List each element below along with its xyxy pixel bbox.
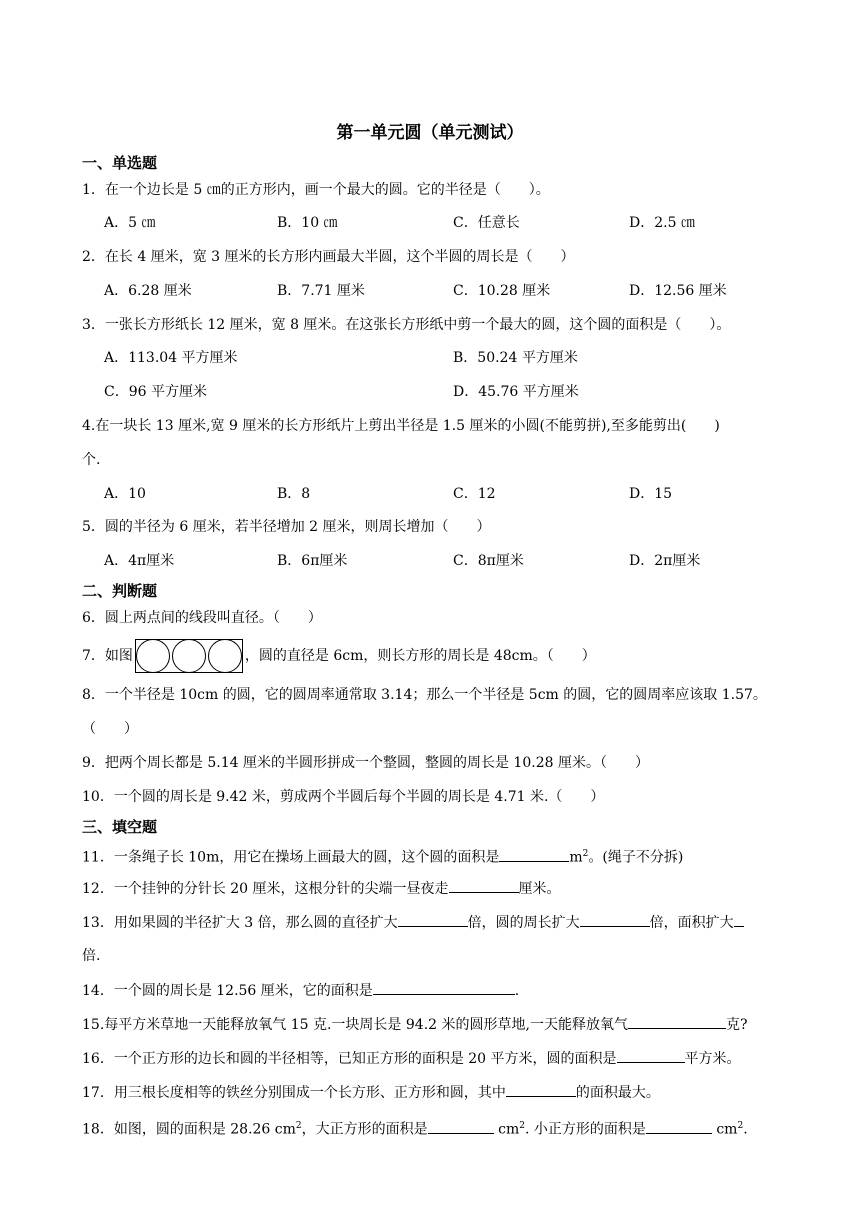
- q11-unit: m: [569, 849, 583, 866]
- q5-option-a: A．4π厘米: [104, 553, 175, 569]
- question-2: 2．在长 4 厘米，宽 3 厘米的长方形内画最大半圆，这个半圆的周长是（ ）: [82, 249, 575, 265]
- q17-suffix: 的面积最大。: [575, 1085, 660, 1101]
- q13-text-2: 倍，圆的周长扩大: [467, 915, 580, 931]
- q12-suffix: 厘米。: [518, 881, 561, 897]
- question-1: 1．在一个边长是 5 ㎝的正方形内，画一个最大的圆。它的半径是（ ）。: [82, 182, 550, 198]
- q1-option-b: B．10 ㎝: [277, 215, 338, 231]
- q13-text-3: 倍，面积扩大: [649, 915, 734, 931]
- q5-option-b: B．6π厘米: [277, 553, 348, 569]
- q16-suffix: 平方米。: [684, 1051, 741, 1067]
- question-5: 5．圆的半径为 6 厘米，若半径增加 2 厘米，则周长增加（ ）: [82, 519, 491, 535]
- q18-text-2: ，大正方形的面积是: [301, 1121, 428, 1138]
- q11-suffix: 。(绳子不分拆): [588, 849, 684, 866]
- question-15: [82, 1014, 747, 1035]
- section-heading-true-false: 二、判断题: [82, 582, 158, 600]
- q4-option-c: C．12: [453, 486, 496, 502]
- answer-blank[interactable]: [734, 912, 744, 927]
- answer-blank[interactable]: [449, 878, 519, 893]
- q1-option-a: A．5 ㎝: [104, 215, 156, 231]
- q13-text-1: 13．用如果圆的半径扩大 3 倍，那么圆的直径扩大: [82, 915, 398, 931]
- circle-3: [208, 639, 242, 673]
- q2-option-b: B．7.71 厘米: [277, 283, 365, 299]
- q17-text: 17．用三根长度相等的铁丝分别围成一个长方形、正方形和圆，其中: [82, 1085, 506, 1101]
- q18-suffix: .: [743, 1121, 748, 1138]
- q3-option-b: B．50.24 平方厘米: [453, 350, 578, 366]
- circle-1: [136, 639, 170, 673]
- section-heading-fill-blank: 三、填空题: [82, 818, 158, 836]
- question-17: [82, 1082, 660, 1103]
- question-10: 10．一个圆的周长是 9.42 米，剪成两个半圆后每个半圆的周长是 4.71 米.（ ）: [82, 789, 605, 805]
- question-13-line-2: 倍.: [82, 948, 101, 964]
- q2-option-a: A．6.28 厘米: [104, 283, 192, 299]
- question-4-line-1: 4.在一块长 13 厘米,宽 9 厘米的长方形纸片上剪出半径是 1.5 厘米的小圆(不能剪拼),至多能剪出( ): [82, 418, 720, 434]
- q4-option-d: D．15: [629, 486, 673, 502]
- q5-option-c: C．8π厘米: [453, 553, 524, 569]
- question-7-suffix: ，圆的直径是 6cm，则长方形的周长是 48cm。（ ）: [244, 648, 596, 664]
- answer-blank[interactable]: [398, 912, 468, 927]
- question-13: [82, 912, 744, 933]
- q11-text: 11．一条绳子长 10m，用它在操场上画最大的圆，这个圆的面积是: [82, 849, 500, 866]
- q3-option-d: D．45.76 平方厘米: [453, 384, 579, 400]
- question-7-prefix: 7．如图: [82, 648, 133, 664]
- answer-blank[interactable]: [617, 1048, 685, 1063]
- circle-2: [172, 639, 206, 673]
- answer-blank[interactable]: [506, 1082, 576, 1097]
- q18-superscript-1: 2: [295, 1121, 302, 1131]
- question-12: [82, 878, 561, 899]
- q14-suffix: .: [514, 983, 520, 999]
- q2-option-d: D．12.56 厘米: [629, 283, 727, 299]
- q14-text: 14．一个圆的周长是 12.56 厘米，它的面积是: [82, 983, 373, 999]
- q3-option-c: C．96 平方厘米: [104, 384, 207, 400]
- question-16: [82, 1048, 741, 1069]
- q1-option-c: C．任意长: [453, 215, 520, 231]
- answer-blank[interactable]: [646, 1119, 712, 1134]
- question-7: [82, 639, 596, 673]
- q4-option-a: A．10: [104, 486, 146, 502]
- q15-text: 15.每平方米草地一天能释放氧气 15 克.一块周长是 94.2 米的圆形草地,一天能释放氧气: [82, 1017, 628, 1033]
- question-3: 3．一张长方形纸长 12 厘米，宽 8 厘米。在这张长方形纸中剪一个最大的圆，这个圆的面积是（ ）。: [82, 317, 731, 333]
- q18-unit-2: cm: [716, 1121, 738, 1138]
- question-4-line-2: 个.: [82, 452, 101, 468]
- q5-option-d: D．2π厘米: [629, 553, 701, 569]
- question-11: [82, 844, 683, 868]
- q15-suffix: 克?: [725, 1017, 748, 1033]
- q16-text: 16．一个正方形的边长和圆的半径相等，已知正方形的面积是 20 平方米，圆的面积是: [82, 1051, 617, 1067]
- answer-blank[interactable]: [428, 1119, 494, 1134]
- answer-blank[interactable]: [499, 847, 569, 862]
- q18-text-3: . 小正方形的面积是: [524, 1121, 646, 1138]
- answer-blank[interactable]: [373, 980, 515, 995]
- answer-blank[interactable]: [580, 912, 650, 927]
- question-14: [82, 980, 519, 1001]
- q1-option-d: D．2.5 ㎝: [629, 215, 695, 231]
- q18-unit-1: cm: [498, 1121, 520, 1138]
- q18-superscript-3: 2: [737, 1121, 744, 1131]
- q12-text: 12．一个挂钟的分针长 20 厘米，这根分针的尖端一昼夜走: [82, 881, 449, 897]
- answer-blank[interactable]: [628, 1014, 726, 1029]
- q3-option-a: A．113.04 平方厘米: [104, 350, 238, 366]
- q2-option-c: C．10.28 厘米: [453, 283, 551, 299]
- question-6: 6．圆上两点间的线段叫直径。（ ）: [82, 610, 322, 626]
- question-18: [82, 1116, 748, 1140]
- q11-unit-superscript: 2: [582, 849, 589, 859]
- q18-superscript-2: 2: [519, 1121, 525, 1131]
- q18-text-1: 18．如图，圆的面积是 28.26 cm: [82, 1121, 296, 1138]
- question-8-line-1: 8．一个半径是 10cm 的圆，它的圆周率通常取 3.14；那么一个半径是 5cm 的圆，它的圆周率应该取 1.57。: [82, 687, 767, 703]
- q4-option-b: B．8: [277, 486, 311, 502]
- three-circles-in-rectangle-figure: [135, 639, 243, 673]
- page-title: 第一单元圆（单元测试）: [336, 123, 524, 143]
- question-9: 9．把两个周长都是 5.14 厘米的半圆形拼成一个整圆，整圆的周长是 10.28 厘米。（ ）: [82, 755, 649, 771]
- question-8-line-2: （ ）: [82, 721, 138, 737]
- section-heading-single-choice: 一、单选题: [82, 154, 158, 172]
